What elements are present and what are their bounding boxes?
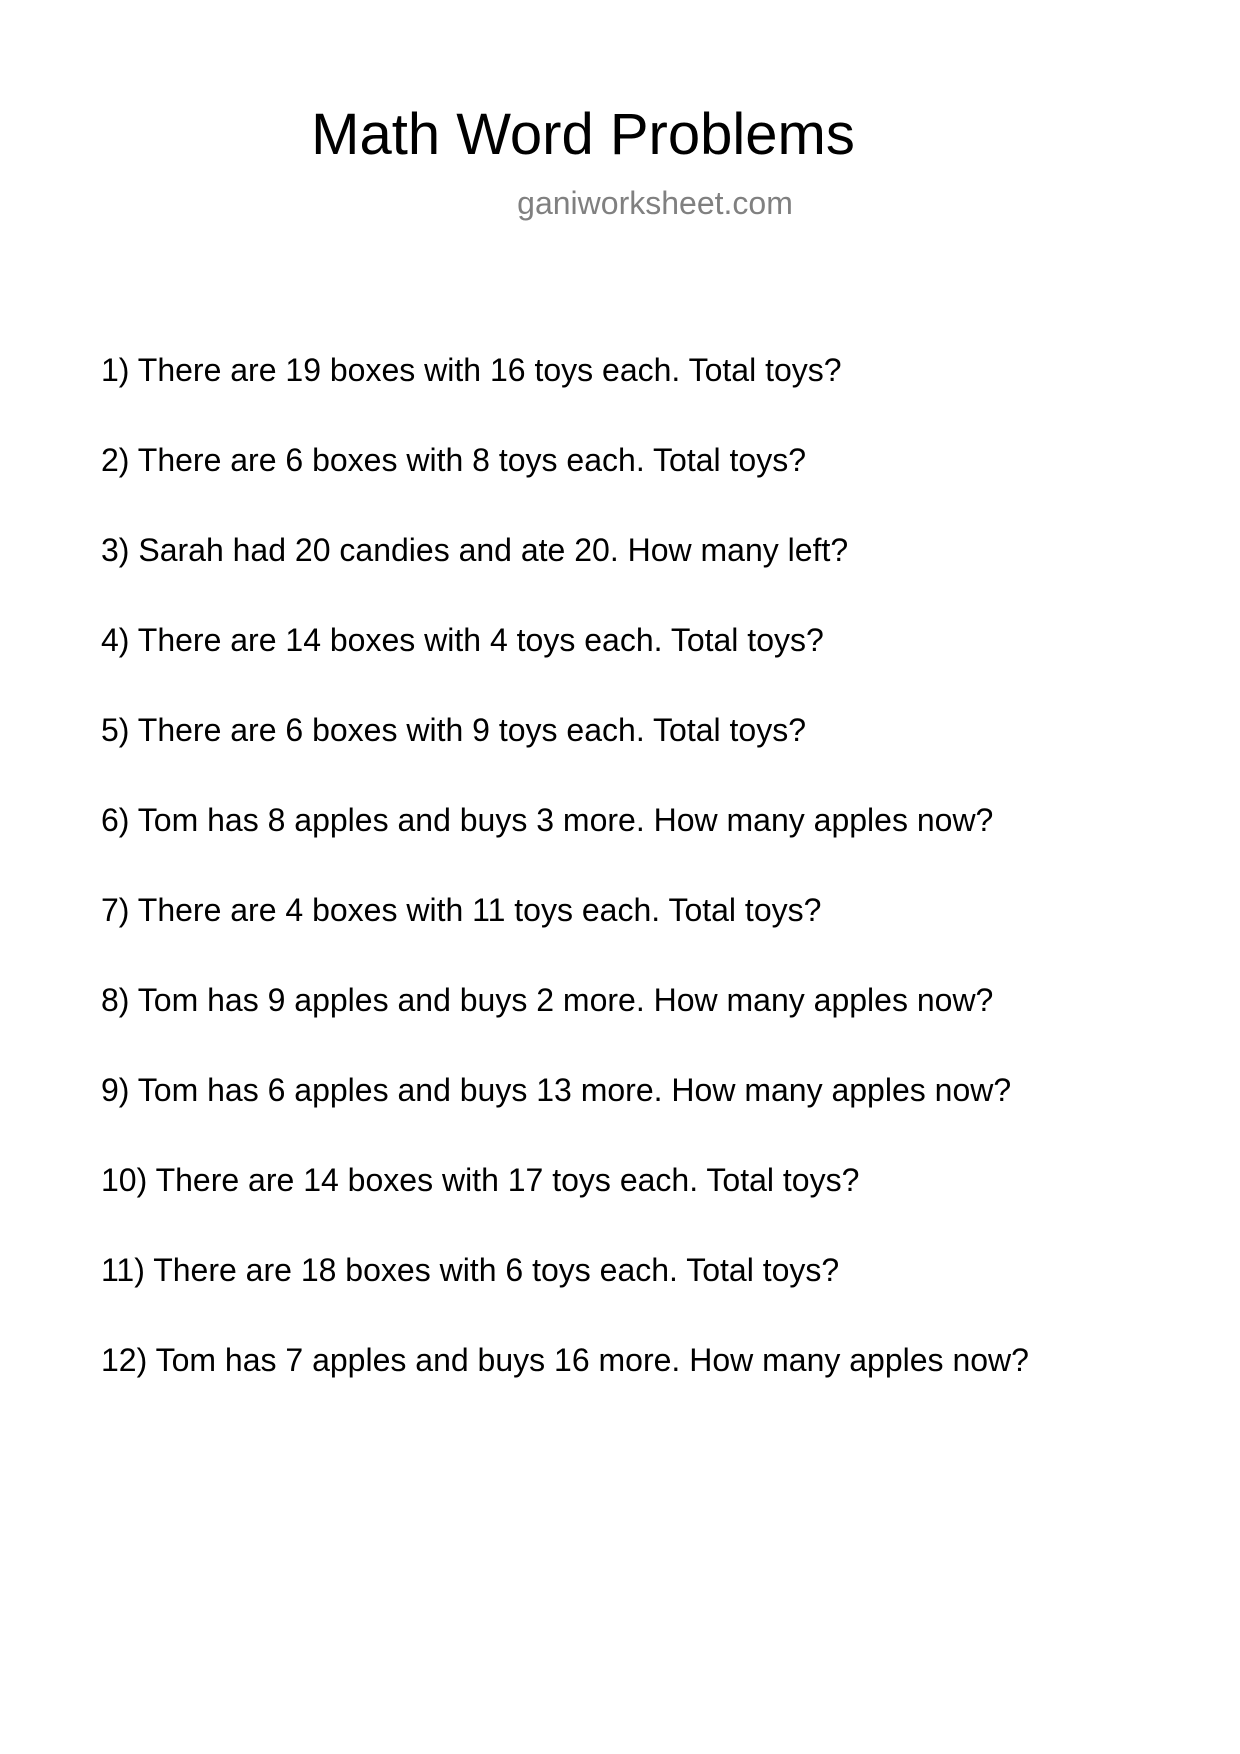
problem-item: 3) Sarah had 20 candies and ate 20. How many left? bbox=[101, 532, 849, 568]
problem-item: 11) There are 18 boxes with 6 toys each. Total toys? bbox=[101, 1252, 840, 1288]
problem-item: 10) There are 14 boxes with 17 toys each. Total toys? bbox=[101, 1162, 860, 1198]
page-title: Math Word Problems bbox=[311, 102, 855, 167]
problem-item: 8) Tom has 9 apples and buys 2 more. How many apples now? bbox=[101, 982, 994, 1018]
source-website: ganiworksheet.com bbox=[517, 185, 793, 221]
problem-item: 5) There are 6 boxes with 9 toys each. Total toys? bbox=[101, 712, 806, 748]
problem-item: 1) There are 19 boxes with 16 toys each. Total toys? bbox=[101, 352, 842, 388]
problem-item: 2) There are 6 boxes with 8 toys each. Total toys? bbox=[101, 442, 806, 478]
problem-item: 9) Tom has 6 apples and buys 13 more. How many apples now? bbox=[101, 1072, 1012, 1108]
problem-item: 12) Tom has 7 apples and buys 16 more. How many apples now? bbox=[101, 1342, 1029, 1378]
problem-item: 4) There are 14 boxes with 4 toys each. Total toys? bbox=[101, 622, 824, 658]
problem-item: 6) Tom has 8 apples and buys 3 more. How many apples now? bbox=[101, 802, 994, 838]
problem-item: 7) There are 4 boxes with 11 toys each. Total toys? bbox=[101, 892, 822, 928]
problem-list bbox=[101, 350, 1029, 1430]
